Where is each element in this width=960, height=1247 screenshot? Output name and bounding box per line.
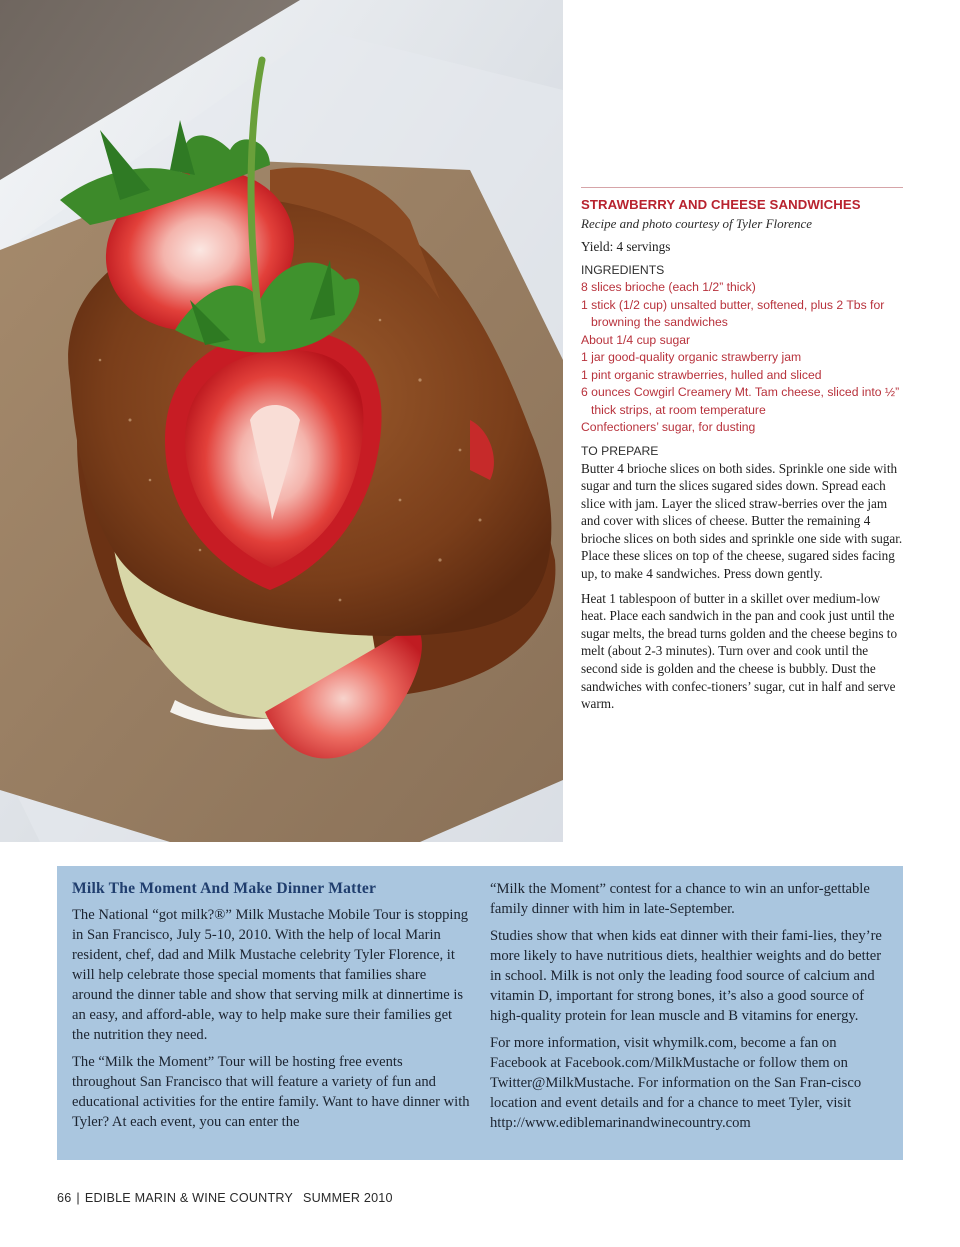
recipe-panel [581,187,903,713]
prepare-step: Butter 4 brioche slices on both sides. Sprinkle one side with sugar and turn the slices sugared sides down. Spread each slice with jam. Layer the sliced straw-berries over the jam and cover with slices of cheese. Butter the remaining 4 brioche slices on both sides and sprinkle one side with sugar. Place these slices on top of the cheese, sugared sides facing up, to make 4 sandwiches. Press down gently. [581,460,903,582]
ingredient-item: 6 ounces Cowgirl Creamery Mt. Tam cheese, sliced into ½” thick strips, at room temperature [581,385,900,417]
recipe-title: STRAWBERRY AND CHEESE SANDWICHES [581,197,861,212]
ingredients-label: INGREDIENTS [581,263,665,277]
ingredient-item: 1 stick (1/2 cup) unsalted butter, softened, plus 2 Tbs for browning the sandwiches [581,297,885,329]
ingredient-item: 1 pint organic strawberries, hulled and sliced [581,367,822,382]
magazine-name: EDIBLE MARIN & WINE COUNTRY [84,1191,293,1205]
sidebar-paragraph: For more information, visit whymilk.com, become a fan on Facebook at Facebook.com/MilkMustache or follow them on Twitter@MilkMustache. For information on the San Fran-cisco location and event details and for a chance to meet Tyler, visit http://www.ediblemarinandwinecountry.com [490,1035,862,1131]
sidebar-paragraph: The National “got milk?®” Milk Mustache Mobile Tour is stopping in San Francisco, July 5-10, 2010. With the help of local Marin resident, chef, dad and Milk Mustache celebrity Tyler Florence, it will help celebrate those special moments that families share around the dinner table and show that serving milk at dinnertime is an easy, and afford-able, way to help make sure their families get the nutrition they need. [72,907,469,1043]
footer-separator: | [76,1191,80,1205]
sidebar-paragraph: Studies show that when kids eat dinner with their fami-lies, they’re more likely to have nutritious diets, healthier weights and do better in school. Milk is not only the leading food source of calcium and vitamin D, important for strong bones, it’s also a good source of high-quality protein for lean muscle and B vitamins for energy. [490,928,882,1024]
recipe-top-rule [581,187,903,188]
recipe-credit: Recipe and photo courtesy of Tyler Florence [581,216,813,231]
sandwich-photo [0,0,563,842]
issue-label: SUMMER 2010 [303,1191,393,1205]
sidebar-title: Milk The Moment And Make Dinner Matter [72,880,377,897]
prepare-step: Heat 1 tablespoon of butter in a skillet over medium-low heat. Place each sandwich in the pan and cook just until the sugar melts, the bread turns golden and the cheese begins to melt (about 2-3 minutes). Turn over and cook until the second side is golden and the cheese is bubbly. Dust the sandwiches with confec-tioners’ sugar, cut in half and serve warm. [581,590,898,712]
sidebar-paragraph: “Milk the Moment” contest for a chance to win an unfor-gettable family dinner with him in late-September. [490,881,870,917]
sidebar-right-column [490,879,888,1150]
sidebar-left-column [72,879,470,1150]
page-footer [57,1191,393,1205]
milk-sidebar [57,866,903,1160]
ingredients-list [581,279,903,437]
ingredient-item: 8 slices brioche (each 1/2” thick) [581,280,756,294]
ingredient-item: Confectioners’ sugar, for dusting [581,420,756,434]
prepare-label: TO PREPARE [581,443,659,458]
recipe-yield: Yield: 4 servings [581,239,671,254]
ingredient-item: 1 jar good-quality organic strawberry jam [581,350,802,364]
ingredient-item: About 1/4 cup sugar [581,332,691,347]
sidebar-paragraph: The “Milk the Moment” Tour will be hosting free events throughout San Francisco that will feature a variety of fun and educational activities for the entire family. Want to have dinner with Tyler? At each event, you can enter the [72,1054,470,1130]
page-number: 66 [57,1191,72,1205]
